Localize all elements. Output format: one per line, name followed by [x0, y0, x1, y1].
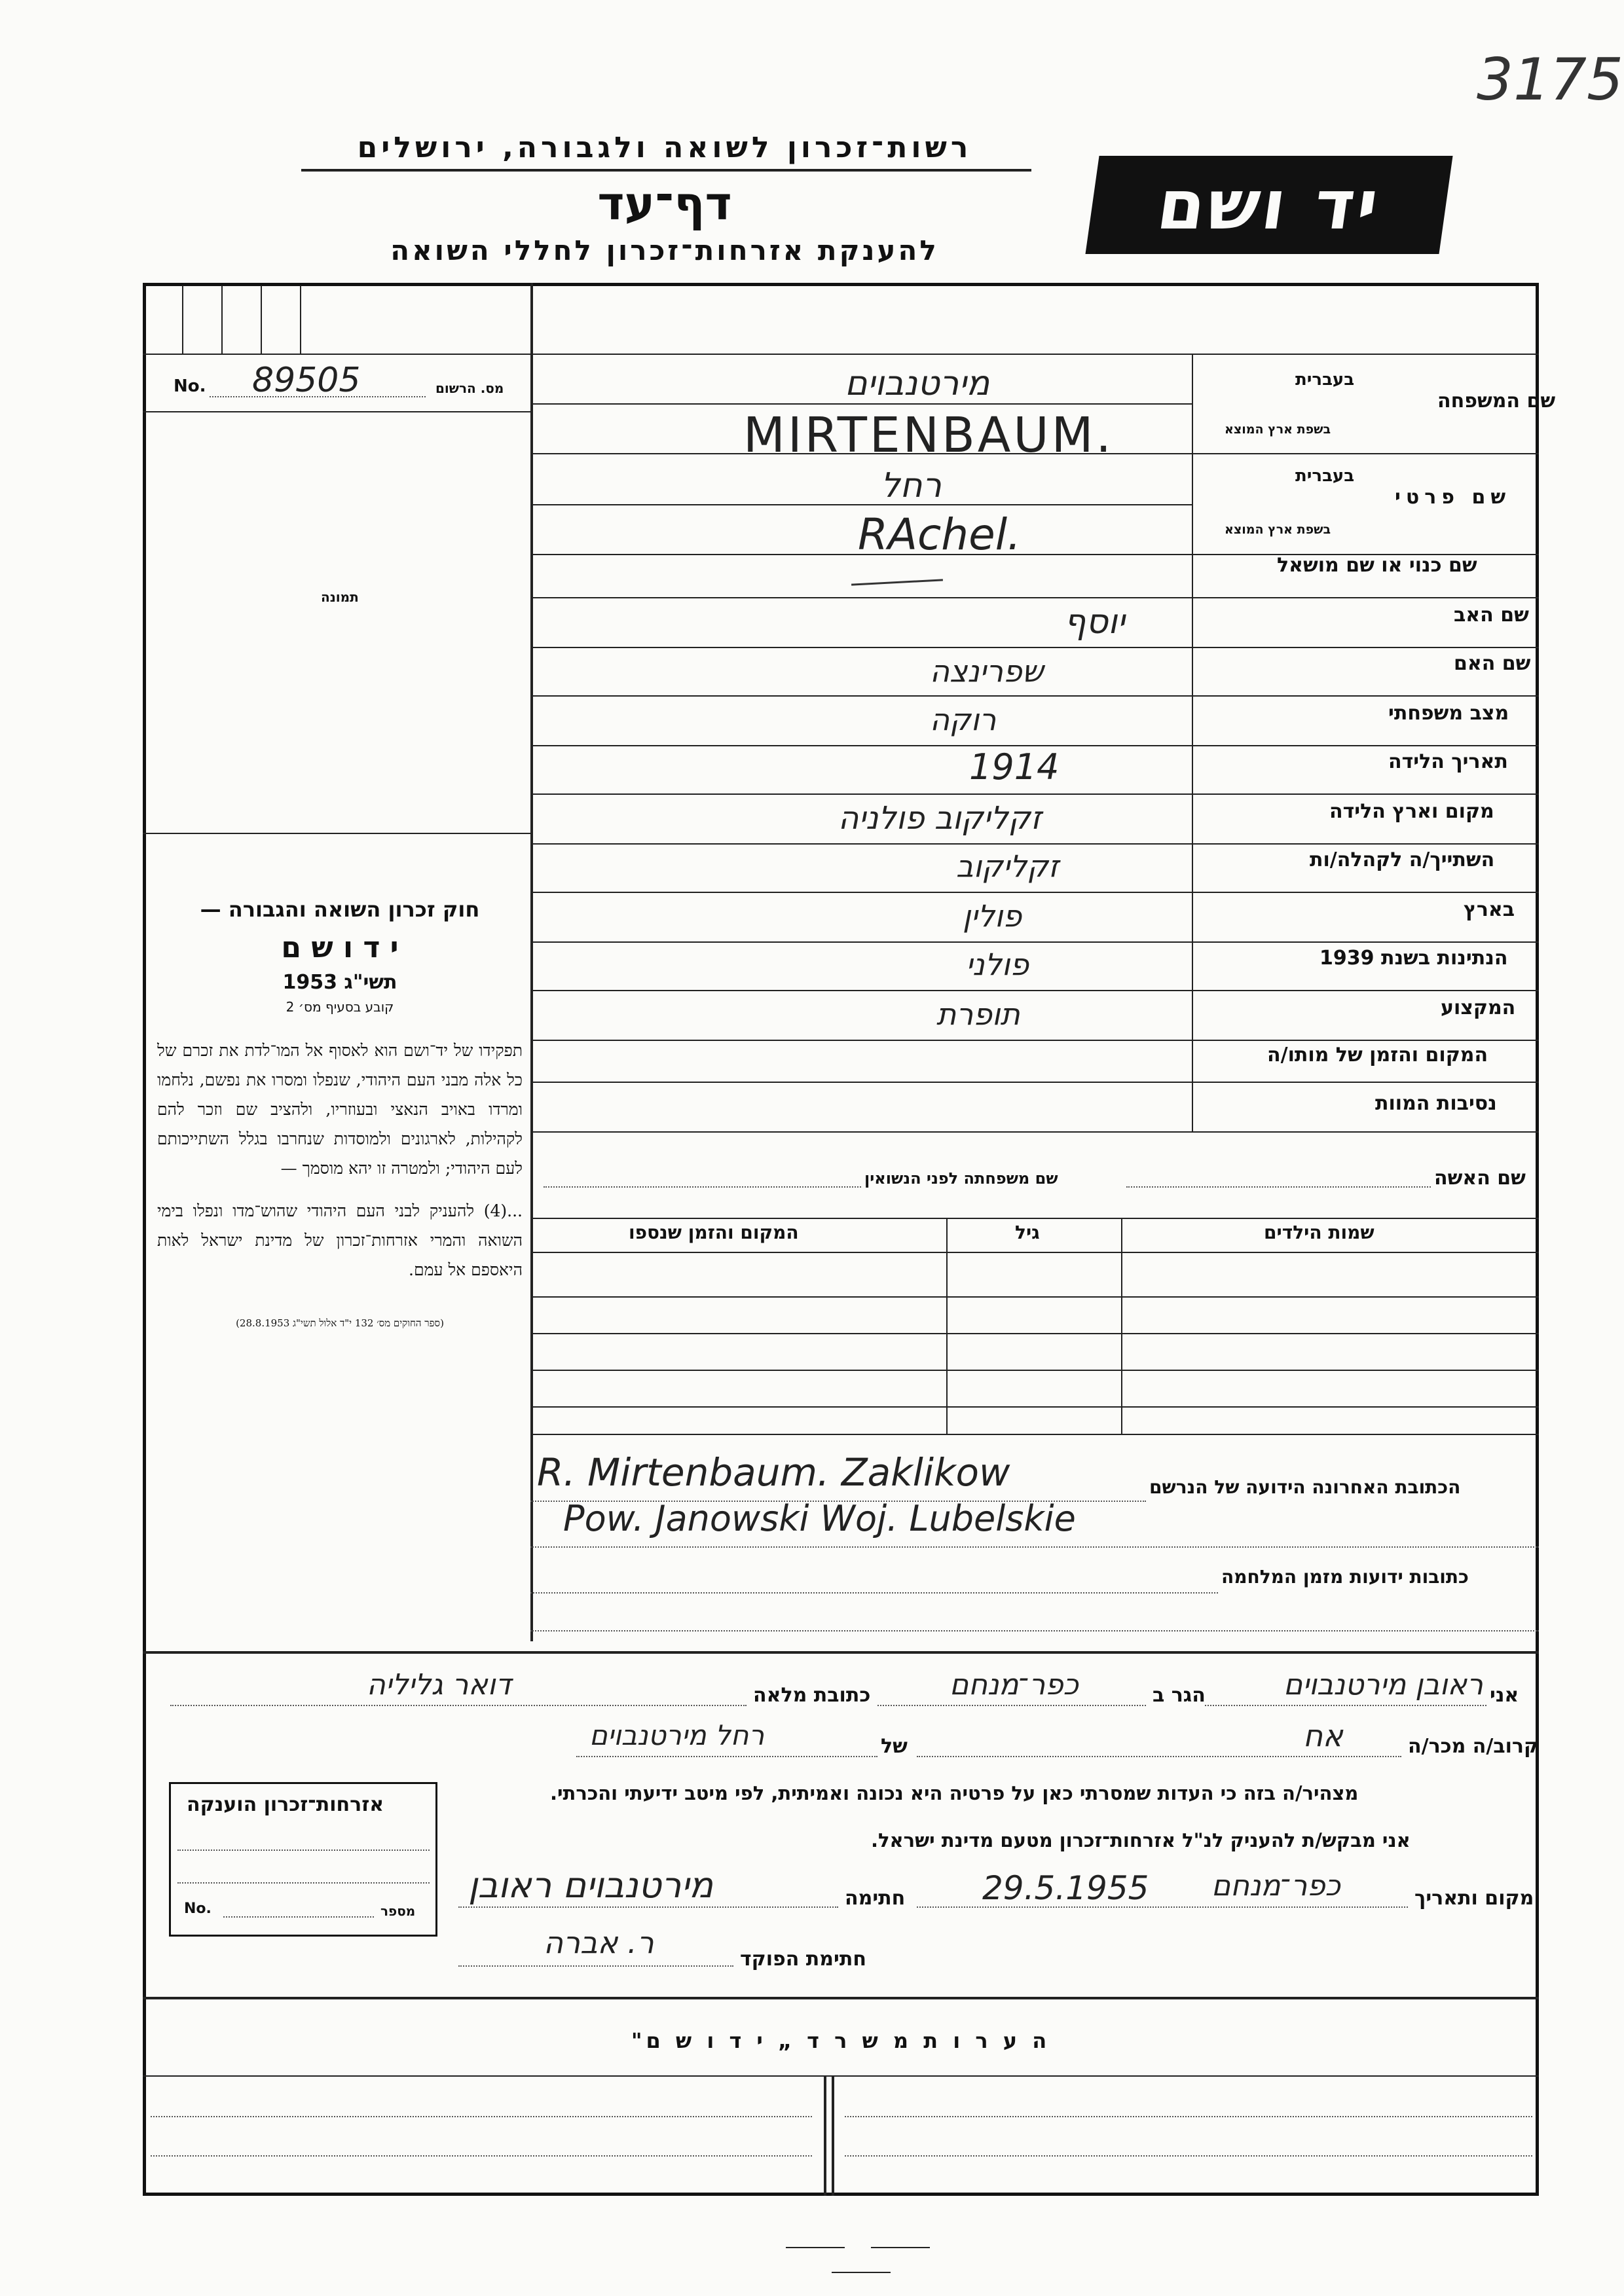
lives-value: כפר־מנחם: [950, 1668, 1079, 1702]
corner-number: 3175: [1477, 46, 1623, 113]
first-in-hebrew: בעברית: [1295, 466, 1355, 486]
signature-label: חתימה: [845, 1887, 906, 1910]
statement-1: מצהיר/ה בזה כי העדות שמסרתי כאן על פרטיה היא נכונה ואמיתית, לפי מיטב ידיעתי והכרתי.: [550, 1782, 1359, 1804]
nickname-label: שם כנוי או שם מושאל: [1277, 554, 1477, 577]
relative-value: אח: [1303, 1718, 1343, 1753]
reg-number: 89505: [252, 361, 361, 400]
law-paragraph-2: ...(4) להעניק לבני העם היהודי שהוש־מדו ונפלו בימי השואה והמרי אזרחות־זכרון של מדינת ישראל לאות היאספם אל עמם.: [157, 1201, 523, 1279]
date-value: 29.5.1955: [982, 1869, 1149, 1907]
last-address-line1: R. Mirtenbaum. Zaklikow: [537, 1450, 1010, 1495]
form-subtitle: להענקת אזרחות־זכרון לחללי השואה: [390, 234, 939, 266]
law-reference: (ספר החוקים מס׳ 132 י"ד אלול תשי"ג 28.8.1953): [236, 1317, 444, 1329]
law-paragraph-1: תפקידו של יד־ושם הוא לאסוף אל המו־לדת את זכרם של כל אלה מבני העם היהודי, שנפלו ומסרו את נפשם, נלחמו ומרדו באויב הנאצי ובעוזריו, ולהציב שם וזכר להם לקהילות, לארגונים ולמוסדות שנחרבו בגלל השתייכותם לעם היהודי; ולמטרה זו יהא מוסמך —: [157, 1041, 523, 1178]
place-value: כפר־מנחם: [1211, 1869, 1340, 1903]
wife-label: שם האשה: [1434, 1167, 1526, 1190]
col-children-names: שמות הילדים: [1264, 1222, 1375, 1243]
full-address-label: כתובת מלאה: [753, 1684, 871, 1707]
death-cause-label: נסיבות המוות: [1375, 1092, 1497, 1115]
i-value: ראובן מירטנבוים: [1283, 1668, 1483, 1702]
form-title: דף־עד: [597, 177, 732, 230]
remarks-title: ה ע ר ו ת מ ש ר ד „ י ד ו ש ם": [631, 2028, 1051, 2053]
marital-value: רוקה: [930, 702, 997, 737]
father-value: יוסף: [1064, 602, 1125, 642]
father-label: שם האב: [1454, 604, 1529, 627]
authority-title: רשות־זכרון לשואה ולגבורה, ירושלים: [357, 131, 972, 164]
col-death-place: המקום והזמן שנספו: [629, 1222, 799, 1243]
officer-signature: ר. אברה: [544, 1925, 654, 1960]
citizenship-value: פולני: [966, 947, 1029, 982]
first-name-label: שם פרטי: [1395, 486, 1511, 509]
mother-value: שפרינצה: [930, 653, 1044, 689]
photo-label: תמונה: [321, 589, 359, 605]
logo-text: יד ושם: [1152, 165, 1386, 245]
death-place-label: המקום והזמן של מותו/ה: [1267, 1044, 1488, 1066]
marital-label: מצב משפחתי: [1388, 702, 1509, 725]
reg-no-label: No.: [174, 376, 206, 396]
i-label: אני: [1490, 1684, 1519, 1707]
yad-vashem-logo: [1085, 156, 1452, 254]
law-year: תשי"ג 1953: [282, 971, 397, 994]
occupation-value: תופרת: [936, 996, 1020, 1032]
place-date-label: מקום ותאריך: [1414, 1887, 1534, 1910]
law-clause: קובע בסעיף מס׳ 2: [286, 999, 394, 1015]
statement-2: אני מבקש/ת להעניק לנ"ל אזרחות־זכרון מטעם מדינת ישראל.: [871, 1829, 1411, 1851]
law-title: חוק זכרון השואה והגבורה —: [200, 897, 480, 922]
first-name-latin: RAchel.: [858, 509, 1022, 560]
family-in-hebrew: בעברית: [1295, 370, 1355, 390]
of-value: רחל מירטנבוים: [589, 1719, 765, 1751]
law-block: [157, 897, 523, 1330]
citizenship-box-no: No.: [184, 1901, 212, 1917]
officer-label: חתימת הפוקד: [740, 1948, 866, 1971]
family-in-origin: בשפת ארץ המוצא: [1225, 422, 1331, 437]
col-age: גיל: [1015, 1222, 1040, 1243]
first-name-hebrew: רחל: [881, 466, 942, 505]
family-name-label: שם המשפחה: [1437, 390, 1556, 412]
citizenship-label: הנתינות בשנת 1939: [1320, 947, 1508, 970]
birthdate-value: 1914: [969, 746, 1060, 788]
country-value: פולין: [963, 898, 1022, 934]
war-address-label: כתובות ידועות מזמן המלחמה: [1221, 1566, 1469, 1588]
last-address-line2: Pow. Janowski Woj. Lubelskie: [563, 1498, 1076, 1539]
signature-value: מירטנבוים ראובן: [468, 1865, 714, 1906]
community-value: זקליקוב: [956, 848, 1059, 884]
mother-label: שם האם: [1454, 652, 1531, 675]
community-label: השתייך/ה לקהלה/ות: [1310, 848, 1495, 871]
occupation-label: המקצוע: [1441, 996, 1516, 1019]
citizenship-box-title: אזרחות־זכרון הוענקה: [187, 1793, 384, 1816]
first-in-origin: בשפת ארץ המוצא: [1225, 522, 1331, 537]
citizenship-box-number-label: מספר: [380, 1903, 416, 1919]
last-address-label: הכתובת האחרונה הידועה של הנרשם: [1149, 1476, 1461, 1498]
relative-label: קרוב/ה מכר/ה: [1408, 1735, 1539, 1758]
maiden-name-label: שם משפחתה לפני הנשואין: [864, 1169, 1058, 1188]
family-name-latin: MIRTENBAUM.: [743, 407, 1114, 464]
citizenship-granted-box: [169, 1782, 437, 1937]
law-name: י ד ו ש ם: [281, 931, 399, 964]
birthplace-label: מקום וארץ הלידה: [1329, 800, 1494, 823]
full-address-value: דואר גליליה: [367, 1668, 511, 1702]
family-name-hebrew: מירטנבוים: [845, 364, 990, 403]
birthdate-label: תאריך הלידה: [1388, 750, 1508, 773]
lives-label: הגר ב: [1153, 1684, 1206, 1707]
of-label: של: [881, 1735, 908, 1758]
reg-he-label: מס. הרשום: [435, 380, 504, 396]
country-label: בארץ: [1464, 898, 1515, 921]
birthplace-value: זקליקוב פולניה: [838, 800, 1042, 837]
